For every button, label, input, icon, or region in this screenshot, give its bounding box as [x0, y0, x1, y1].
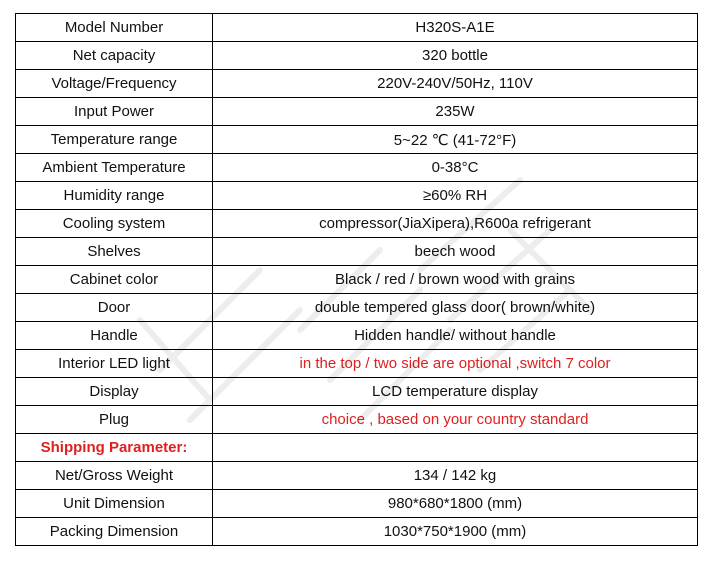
table-row [16, 266, 698, 294]
row-value: Black / red / brown wood with grains [213, 266, 698, 294]
row-label: Plug [16, 406, 213, 434]
row-value: 0-38°C [213, 154, 698, 182]
row-value: Hidden handle/ without handle [213, 322, 698, 350]
row-label: Shelves [16, 238, 213, 266]
row-value: 5~22 ℃ (41-72°F) [213, 126, 698, 154]
row-label: Unit Dimension [16, 490, 213, 518]
table-row [16, 350, 698, 378]
row-value: 220V-240V/50Hz, 110V [213, 70, 698, 98]
table-row [16, 126, 698, 154]
table-row [16, 154, 698, 182]
row-value: double tempered glass door( brown/white) [213, 294, 698, 322]
row-label: Net/Gross Weight [16, 462, 213, 490]
table-row [16, 378, 698, 406]
table-row [16, 294, 698, 322]
row-value: ≥60% RH [213, 182, 698, 210]
table-row [16, 42, 698, 70]
table-row [16, 98, 698, 126]
row-value: compressor(JiaXipera),R600a refrigerant [213, 210, 698, 238]
table-row [16, 210, 698, 238]
section-heading: Shipping Parameter: [16, 434, 213, 462]
table-row [16, 406, 698, 434]
spec-table [15, 13, 698, 546]
row-value: 1030*750*1900 (mm) [213, 518, 698, 546]
table-row [16, 14, 698, 42]
table-row [16, 518, 698, 546]
row-value: choice , based on your country standard [213, 406, 698, 434]
row-label: Door [16, 294, 213, 322]
row-value [213, 434, 698, 462]
row-value: 980*680*1800 (mm) [213, 490, 698, 518]
table-row [16, 182, 698, 210]
row-value: 235W [213, 98, 698, 126]
row-label: Voltage/Frequency [16, 70, 213, 98]
row-label: Net capacity [16, 42, 213, 70]
row-label: Cabinet color [16, 266, 213, 294]
table-row [16, 70, 698, 98]
row-label: Ambient Temperature [16, 154, 213, 182]
row-value: 134 / 142 kg [213, 462, 698, 490]
row-value: in the top / two side are optional ,switch 7 color [213, 350, 698, 378]
row-label: Model Number [16, 14, 213, 42]
row-label: Temperature range [16, 126, 213, 154]
table-row [16, 434, 698, 462]
row-label: Handle [16, 322, 213, 350]
row-label: Humidity range [16, 182, 213, 210]
row-value: beech wood [213, 238, 698, 266]
row-label: Input Power [16, 98, 213, 126]
row-label: Display [16, 378, 213, 406]
row-label: Packing Dimension [16, 518, 213, 546]
row-label: Cooling system [16, 210, 213, 238]
row-value: LCD temperature display [213, 378, 698, 406]
table-row [16, 322, 698, 350]
table-row [16, 490, 698, 518]
table-row [16, 462, 698, 490]
row-label: Interior LED light [16, 350, 213, 378]
table-row [16, 238, 698, 266]
row-value: 320 bottle [213, 42, 698, 70]
row-value: H320S-A1E [213, 14, 698, 42]
